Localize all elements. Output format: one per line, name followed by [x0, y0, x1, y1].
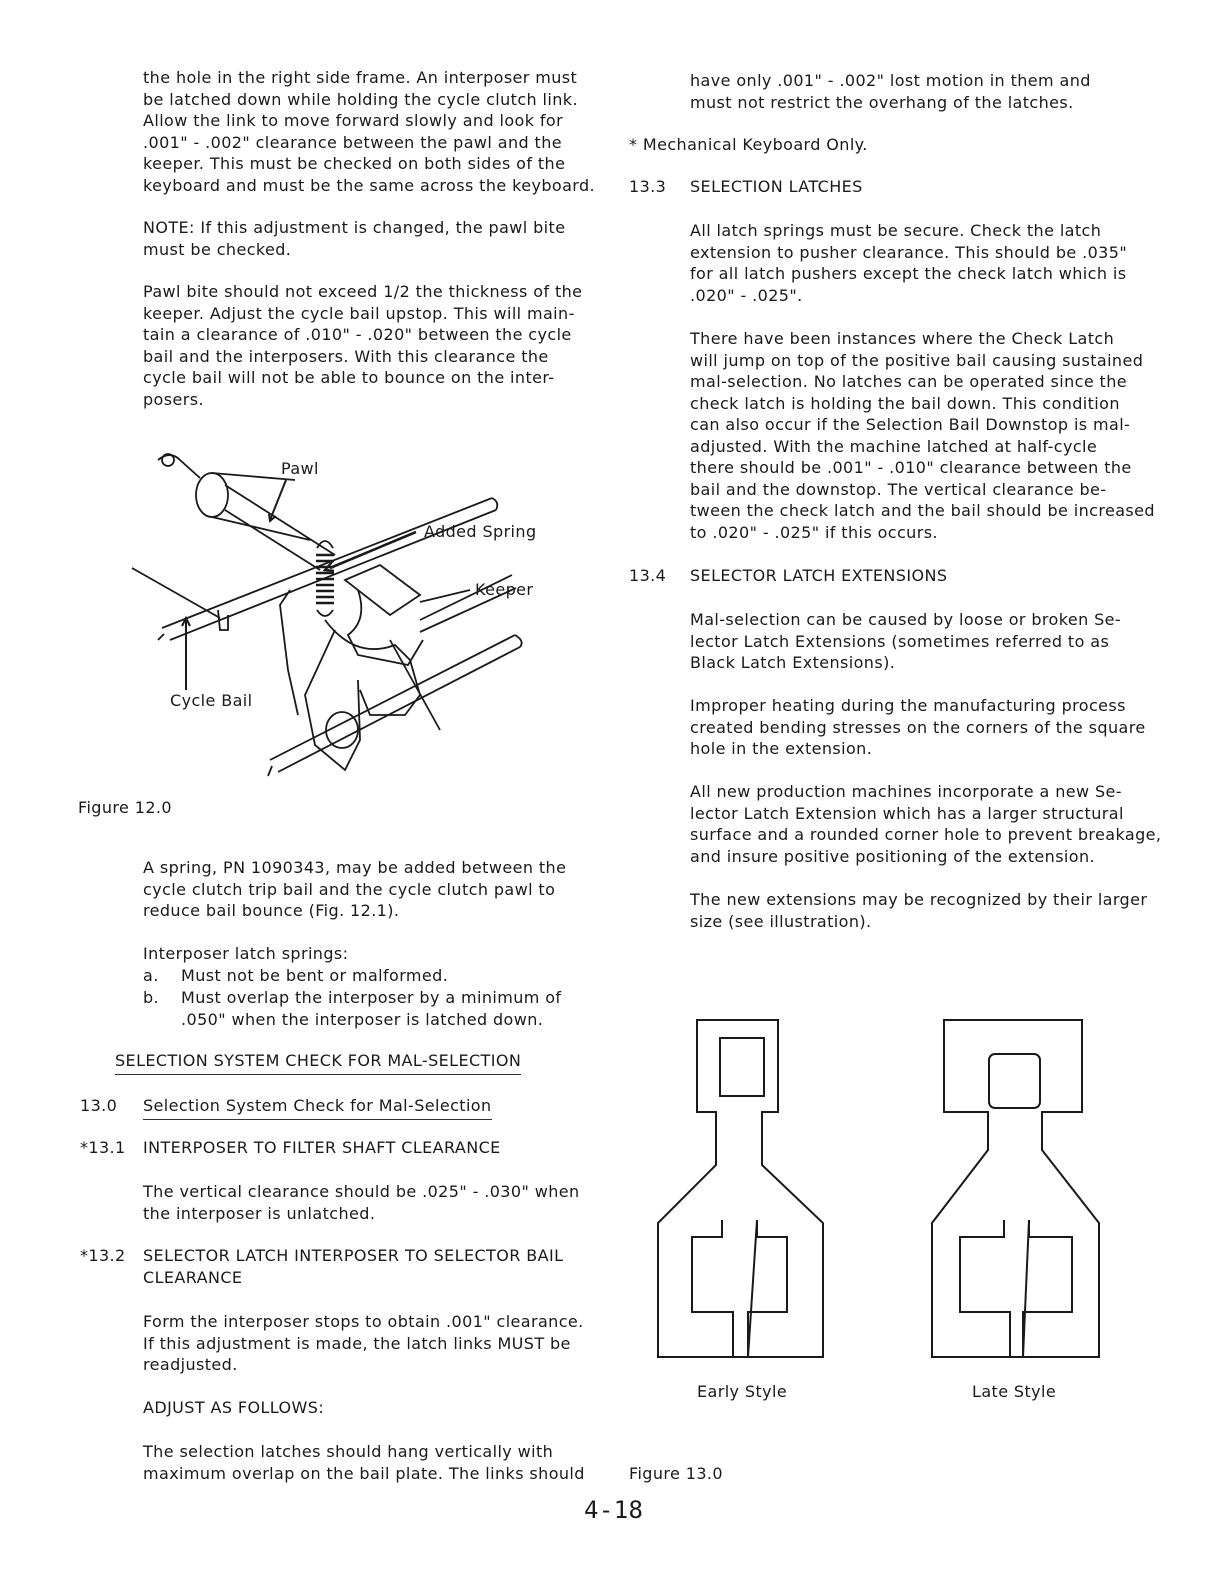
- section-13-4-body-4: [690, 889, 1147, 932]
- left-paragraph-3: [143, 857, 566, 922]
- text-line: readjusted.: [143, 1355, 238, 1374]
- footnote-mechanical-keyboard: * Mechanical Keyboard Only.: [629, 135, 868, 154]
- section-13-4-body-2: [690, 695, 1146, 760]
- text-line: CLEARANCE: [143, 1267, 243, 1287]
- text-line: created bending stresses on the corners of the square: [690, 717, 1146, 737]
- text-line: There have been instances where the Check Latch: [690, 329, 1115, 348]
- text-line: .020" - .025".: [690, 285, 803, 305]
- section-13-3-body-2: [690, 328, 1155, 543]
- text-line: mal-selection. No latches can be operated since the: [690, 372, 1128, 391]
- springs-item-a-text: [181, 965, 448, 987]
- text-line: A spring, PN 1090343, may be added between the: [143, 858, 567, 877]
- figure-12-caption: Figure 12.0: [78, 798, 172, 817]
- text-line: .001" - .002" clearance between the pawl and the: [143, 132, 562, 152]
- section-13-4-title: SELECTOR LATCH EXTENSIONS: [690, 566, 948, 585]
- text-line: maximum overlap on the bail plate. The links should: [143, 1463, 585, 1483]
- text-line: .050" when the interposer is latched down.: [181, 1009, 544, 1029]
- text-line: The new extensions may be recognized by their larger: [690, 890, 1148, 909]
- text-line: and insure positive positioning of the extension.: [690, 846, 1095, 866]
- text-line: Mal-selection can be caused by loose or broken Se-: [690, 610, 1122, 629]
- text-line: hole in the extension.: [690, 739, 873, 758]
- springs-item-b-text: [181, 987, 561, 1030]
- text-line: bail and the downstop. The vertical clearance be-: [690, 479, 1107, 499]
- section-13-2-body: [143, 1311, 584, 1376]
- left-paragraph-4: [143, 1441, 585, 1484]
- text-line: All latch springs must be secure. Check the latch: [690, 221, 1102, 240]
- label-added-spring: Added Spring: [424, 522, 537, 541]
- text-line: can also occur if the Selection Bail Downstop is mal-: [690, 415, 1131, 434]
- section-13-4-body-1: [690, 609, 1121, 674]
- text-line: check latch is holding the bail down. This condition: [690, 393, 1120, 413]
- text-line: the hole in the right side frame. An interposer must: [143, 68, 578, 87]
- text-line: size (see illustration).: [690, 911, 872, 931]
- section-13-4-number: 13.4: [629, 566, 667, 585]
- right-paragraph-1: [690, 70, 1091, 113]
- springs-item-a-marker: a.: [143, 966, 159, 985]
- section-13-1-title: INTERPOSER TO FILTER SHAFT CLEARANCE: [143, 1138, 501, 1157]
- text-line: Improper heating during the manufacturing process: [690, 696, 1126, 715]
- text-line: All new production machines incorporate a new Se-: [690, 782, 1122, 801]
- section-13-3-number: 13.3: [629, 177, 667, 196]
- text-line: The vertical clearance should be .025" - .030" when: [143, 1182, 580, 1201]
- text-line: keeper. Adjust the cycle bail upstop. This will main-: [143, 303, 575, 323]
- text-line: lector Latch Extension which has a larger structural: [690, 803, 1124, 823]
- text-line: will jump on top of the positive bail causing sustained: [690, 350, 1144, 370]
- text-line: have only .001" - .002" lost motion in them and: [690, 71, 1091, 90]
- section-13-2-number: *13.2: [80, 1246, 126, 1265]
- text-line: lector Latch Extensions (sometimes referred to as: [690, 631, 1110, 651]
- text-line: SELECTOR LATCH INTERPOSER TO SELECTOR BAIL: [143, 1246, 564, 1265]
- text-line: for all latch pushers except the check latch which is: [690, 264, 1127, 283]
- text-line: must be checked.: [143, 239, 292, 259]
- section-13-1-body: [143, 1181, 580, 1224]
- text-line: tain a clearance of .010" - .020" between the cycle: [143, 325, 572, 344]
- text-line: posers.: [143, 389, 204, 409]
- left-paragraph-1: [143, 67, 595, 196]
- text-line: Black Latch Extensions).: [690, 653, 896, 672]
- text-line: Must overlap the interposer by a minimum of: [181, 988, 562, 1007]
- label-keeper: Keeper: [475, 580, 534, 599]
- text-line: adjusted. With the machine latched at half-cycle: [690, 436, 1098, 456]
- text-line: The selection latches should hang vertically with: [143, 1442, 554, 1461]
- text-line: extension to pusher clearance. This should be .035": [690, 242, 1128, 262]
- section-13-3-body-1: [690, 220, 1127, 306]
- section-13-0-title: Selection System Check for Mal-Selection: [143, 1095, 492, 1120]
- text-line: must not restrict the overhang of the latches.: [690, 92, 1074, 112]
- springs-intro: Interposer latch springs:: [143, 944, 349, 963]
- note-paragraph: [143, 217, 565, 260]
- text-line: tween the check latch and the bail should be increased: [690, 501, 1155, 520]
- text-line: keyboard and must be the same across the keyboard.: [143, 175, 596, 195]
- section-13-3-title: SELECTION LATCHES: [690, 177, 863, 196]
- label-pawl: Pawl: [281, 459, 319, 478]
- section-13-2-title: [143, 1245, 563, 1288]
- figure-12-illustration: [120, 440, 590, 780]
- late-style-extension: [932, 1020, 1099, 1357]
- text-line: the interposer is unlatched.: [143, 1203, 376, 1223]
- adjust-as-follows: ADJUST AS FOLLOWS:: [143, 1398, 325, 1417]
- text-line: NOTE: If this adjustment is changed, the pawl bite: [143, 218, 566, 237]
- text-line: bail and the interposers. With this clearance the: [143, 346, 549, 366]
- label-late-style: Late Style: [972, 1382, 1057, 1401]
- section-13-0-number: 13.0: [80, 1096, 118, 1115]
- text-line: surface and a rounded corner hole to prevent breakage,: [690, 825, 1162, 844]
- text-line: Allow the link to move forward slowly and look for: [143, 111, 564, 130]
- section-13-1-number: *13.1: [80, 1138, 126, 1157]
- text-line: to .020" - .025" if this occurs.: [690, 522, 938, 542]
- early-style-extension: [658, 1020, 823, 1357]
- text-line: Must not be bent or malformed.: [181, 966, 449, 985]
- figure-13-illustration: [650, 1015, 1190, 1375]
- text-line: there should be .001" - .010" clearance between the: [690, 458, 1132, 477]
- label-early-style: Early Style: [697, 1382, 788, 1401]
- section-heading-mal-selection: SELECTION SYSTEM CHECK FOR MAL-SELECTION: [115, 1050, 521, 1075]
- text-line: cycle bail will not be able to bounce on the inter-: [143, 368, 555, 387]
- page-number: 4-18: [584, 1496, 644, 1524]
- label-cycle-bail: Cycle Bail: [170, 691, 253, 710]
- text-line: reduce bail bounce (Fig. 12.1).: [143, 901, 400, 920]
- left-paragraph-2: [143, 281, 582, 410]
- text-line: Pawl bite should not exceed 1/2 the thickness of the: [143, 282, 583, 301]
- springs-item-b-marker: b.: [143, 988, 160, 1007]
- text-line: be latched down while holding the cycle clutch link.: [143, 89, 578, 109]
- figure-13-caption: Figure 13.0: [629, 1464, 723, 1483]
- text-line: keeper. This must be checked on both sides of the: [143, 154, 566, 173]
- text-line: If this adjustment is made, the latch links MUST be: [143, 1333, 571, 1353]
- text-line: Form the interposer stops to obtain .001" clearance.: [143, 1312, 584, 1331]
- text-line: cycle clutch trip bail and the cycle clutch pawl to: [143, 879, 556, 899]
- section-13-4-body-3: [690, 781, 1161, 867]
